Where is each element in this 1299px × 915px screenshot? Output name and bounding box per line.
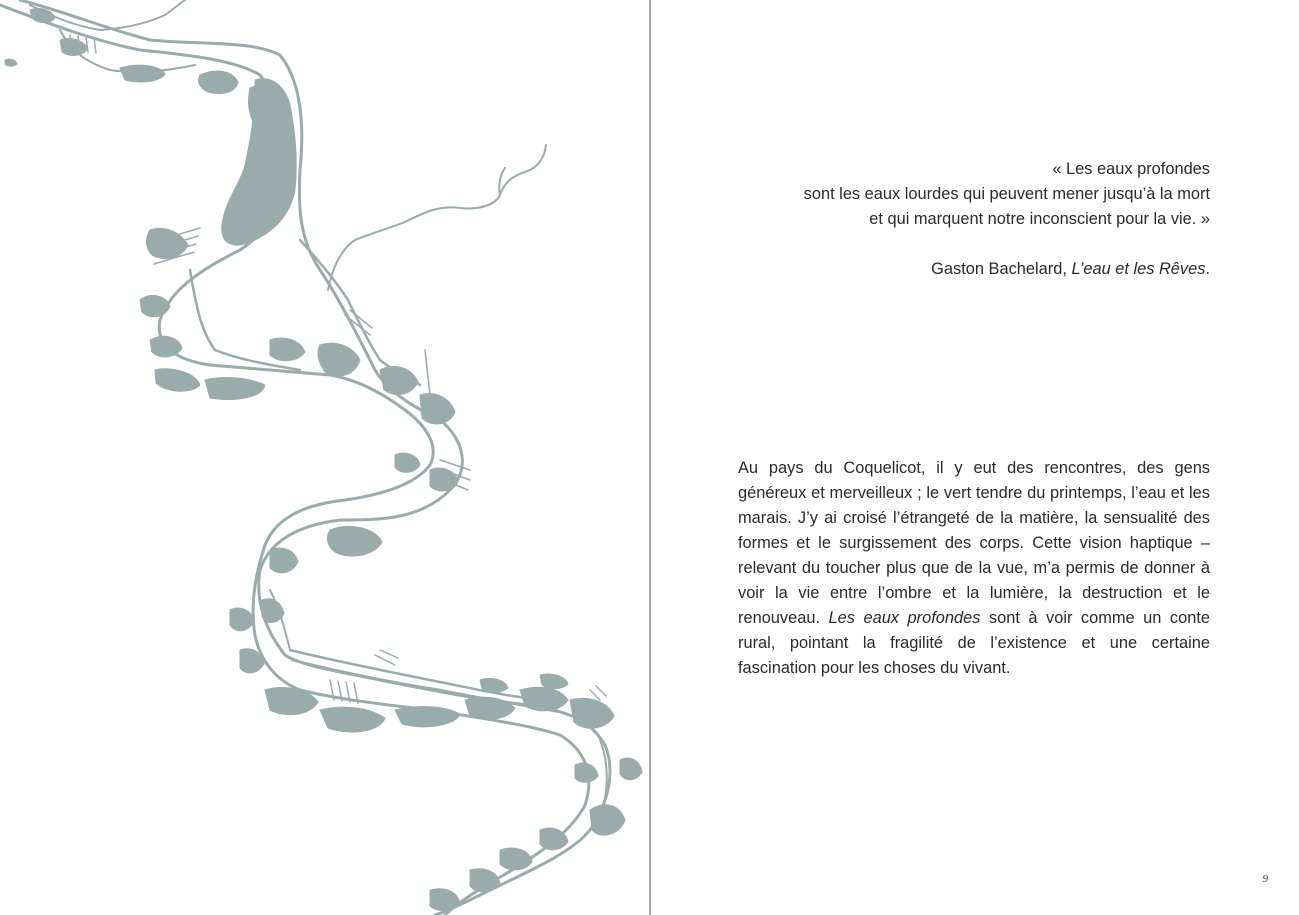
epigraph-attribution <box>690 257 1210 282</box>
epigraph-line-3: et qui marquent notre inconscient pour la vie. » <box>869 210 1210 228</box>
right-page-text <box>651 0 1299 915</box>
body-text-part-2: sont à voir comme un conte rural, pointant la fragilité de l’existence et une certaine fascination pour les choses du vivant. <box>738 609 1210 677</box>
epigraph-quote <box>690 157 1210 282</box>
page-number: 9 <box>1262 873 1268 885</box>
epigraph-work-suffix: . <box>1205 260 1210 278</box>
epigraph-line-2: sont les eaux lourdes qui peuvent mener jusqu’à la mort <box>803 185 1210 203</box>
body-text-italic-title: Les eaux profondes <box>828 609 981 627</box>
epigraph-line-1: « Les eaux profondes <box>1052 160 1210 178</box>
body-paragraph <box>738 456 1210 681</box>
left-page-illustration <box>0 0 649 915</box>
epigraph-work-title: L’eau et les Rêves <box>1071 260 1206 278</box>
epigraph-author: Gaston Bachelard, <box>931 260 1072 278</box>
body-text-part-1: Au pays du Coquelicot, il y eut des rencontres, des gens généreux et merveilleux ; le vert tendre du printemps, l’eau et les marais. J’y ai croisé l’étrangeté de la matière, la sensualité des formes et le surgissement des corps. Cette vision haptique – relevant du toucher plus que de la vue, m’a permis de donner à voir la vie entre l’ombre et la lumière, la destruction et le renouveau. <box>738 459 1210 627</box>
river-map-illustration <box>0 0 649 915</box>
